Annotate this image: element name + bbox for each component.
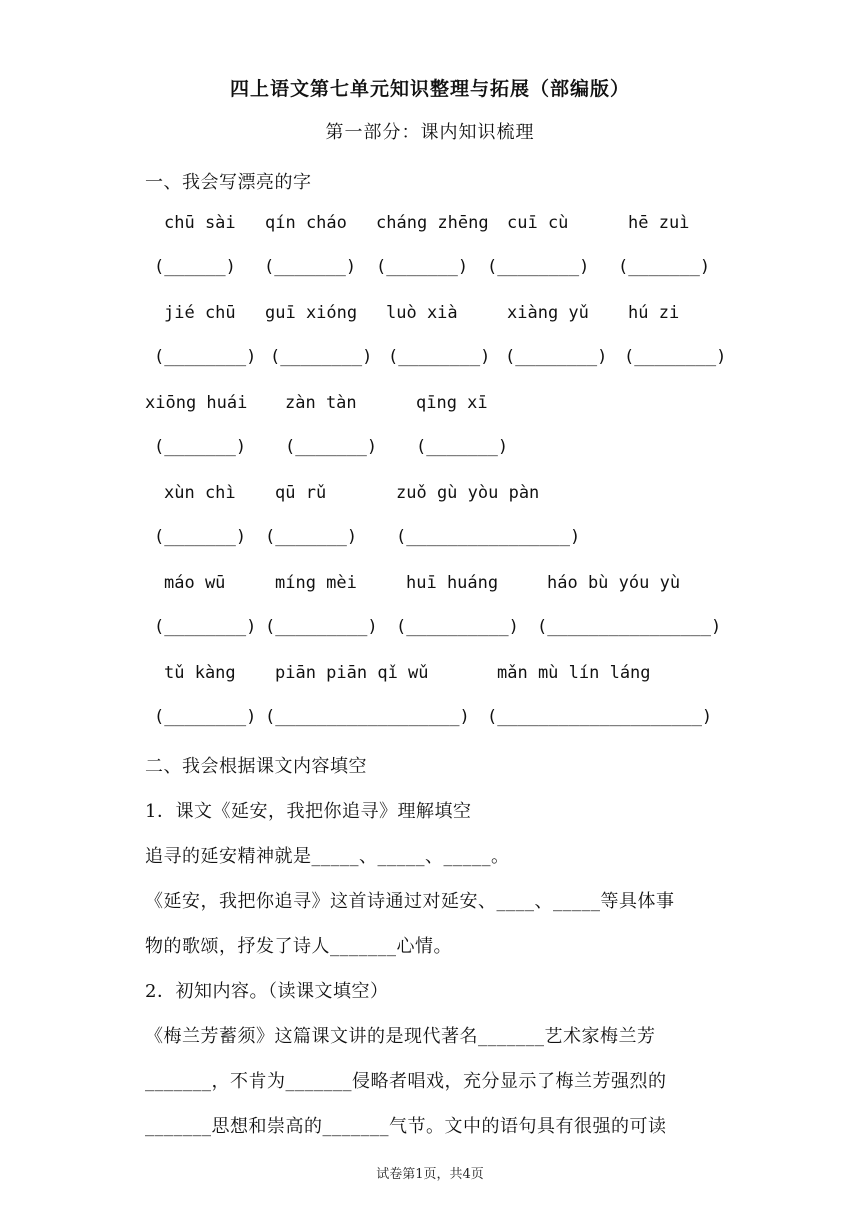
answer-blank[interactable]: (________): [270, 347, 373, 367]
pinyin-item: zuǒ gù yòu pàn: [396, 483, 540, 503]
pinyin-item: háo bù yóu yù: [547, 573, 681, 593]
document-title: 四上语文第七单元知识整理与拓展（部编版）: [229, 78, 630, 100]
answer-blank[interactable]: (__________________): [265, 707, 470, 727]
answer-blank[interactable]: (________): [487, 257, 590, 277]
pinyin-item: xùn chì: [164, 483, 236, 503]
pinyin-item: mǎn mù lín láng: [497, 663, 651, 683]
answer-blank[interactable]: (_______): [154, 527, 247, 547]
pinyin-item: xiōng huái: [145, 393, 248, 413]
section2-heading: 二、我会根据课文内容填空: [145, 756, 367, 777]
pinyin-item: máo wū: [164, 573, 226, 593]
pinyin-item: qín cháo: [265, 213, 347, 233]
pinyin-item: hē zuì: [628, 213, 690, 233]
answer-blank[interactable]: (_______): [285, 437, 378, 457]
question-1-line: 《延安，我把你追寻》这首诗通过对延安、____、_____等具体事: [145, 891, 675, 912]
answer-blank[interactable]: (_______): [416, 437, 509, 457]
pinyin-item: hú zi: [628, 303, 680, 323]
pinyin-item: cuī cù: [507, 213, 569, 233]
pinyin-item: luò xià: [386, 303, 458, 323]
answer-blank[interactable]: (________): [388, 347, 491, 367]
pinyin-item: míng mèi: [275, 573, 357, 593]
question-1-line: 物的歌颂，抒发了诗人_______心情。: [145, 936, 452, 957]
answer-blank[interactable]: (______): [154, 257, 236, 277]
answer-blank[interactable]: (_______): [264, 257, 357, 277]
pinyin-item: zàn tàn: [285, 393, 357, 413]
pinyin-item: piān piān qǐ wǔ: [275, 663, 429, 683]
answer-blank[interactable]: (________________): [396, 527, 581, 547]
answer-blank[interactable]: (_______): [376, 257, 469, 277]
question-2-line: 《梅兰芳蓄须》这篇课文讲的是现代著名_______艺术家梅兰芳: [145, 1026, 656, 1047]
question-2-line: _______，不肯为_______侵略者唱戏，充分显示了梅兰芳强烈的: [145, 1071, 667, 1092]
document-subtitle: 第一部分：课内知识梳理: [325, 122, 535, 143]
pinyin-item: chū sài: [164, 213, 236, 233]
pinyin-item: cháng zhēng: [376, 213, 489, 233]
answer-blank[interactable]: (_______): [154, 437, 247, 457]
question-1-line: 追寻的延安精神就是_____、_____、_____。: [145, 846, 510, 867]
question-2-line: _______思想和崇高的_______气节。文中的语句具有很强的可读: [145, 1116, 667, 1137]
pinyin-item: jié chū: [164, 303, 236, 323]
pinyin-item: qīng xī: [416, 393, 488, 413]
answer-blank[interactable]: (_______): [618, 257, 711, 277]
pinyin-item: qū rǔ: [275, 483, 327, 503]
question-2-title: 2．初知内容。（读课文填空）: [145, 981, 389, 1002]
pinyin-item: xiàng yǔ: [507, 303, 589, 323]
answer-blank[interactable]: (________): [154, 617, 257, 637]
answer-blank[interactable]: (________): [624, 347, 727, 367]
pinyin-item: tǔ kàng: [164, 663, 236, 683]
answer-blank[interactable]: (__________): [396, 617, 519, 637]
section1-heading: 一、我会写漂亮的字: [145, 172, 312, 193]
answer-blank[interactable]: (_________): [265, 617, 378, 637]
answer-blank[interactable]: (_______): [265, 527, 358, 547]
answer-blank[interactable]: (________): [154, 347, 257, 367]
pinyin-item: guī xióng: [265, 303, 358, 323]
question-1-title: 1．课文《延安，我把你追寻》理解填空: [145, 801, 472, 822]
pinyin-item: huī huáng: [406, 573, 499, 593]
answer-blank[interactable]: (____________________): [487, 707, 713, 727]
answer-blank[interactable]: (________): [154, 707, 257, 727]
answer-blank[interactable]: (________): [505, 347, 608, 367]
answer-blank[interactable]: (________________): [537, 617, 722, 637]
page-footer: 试卷第1页，共4页: [376, 1167, 484, 1182]
